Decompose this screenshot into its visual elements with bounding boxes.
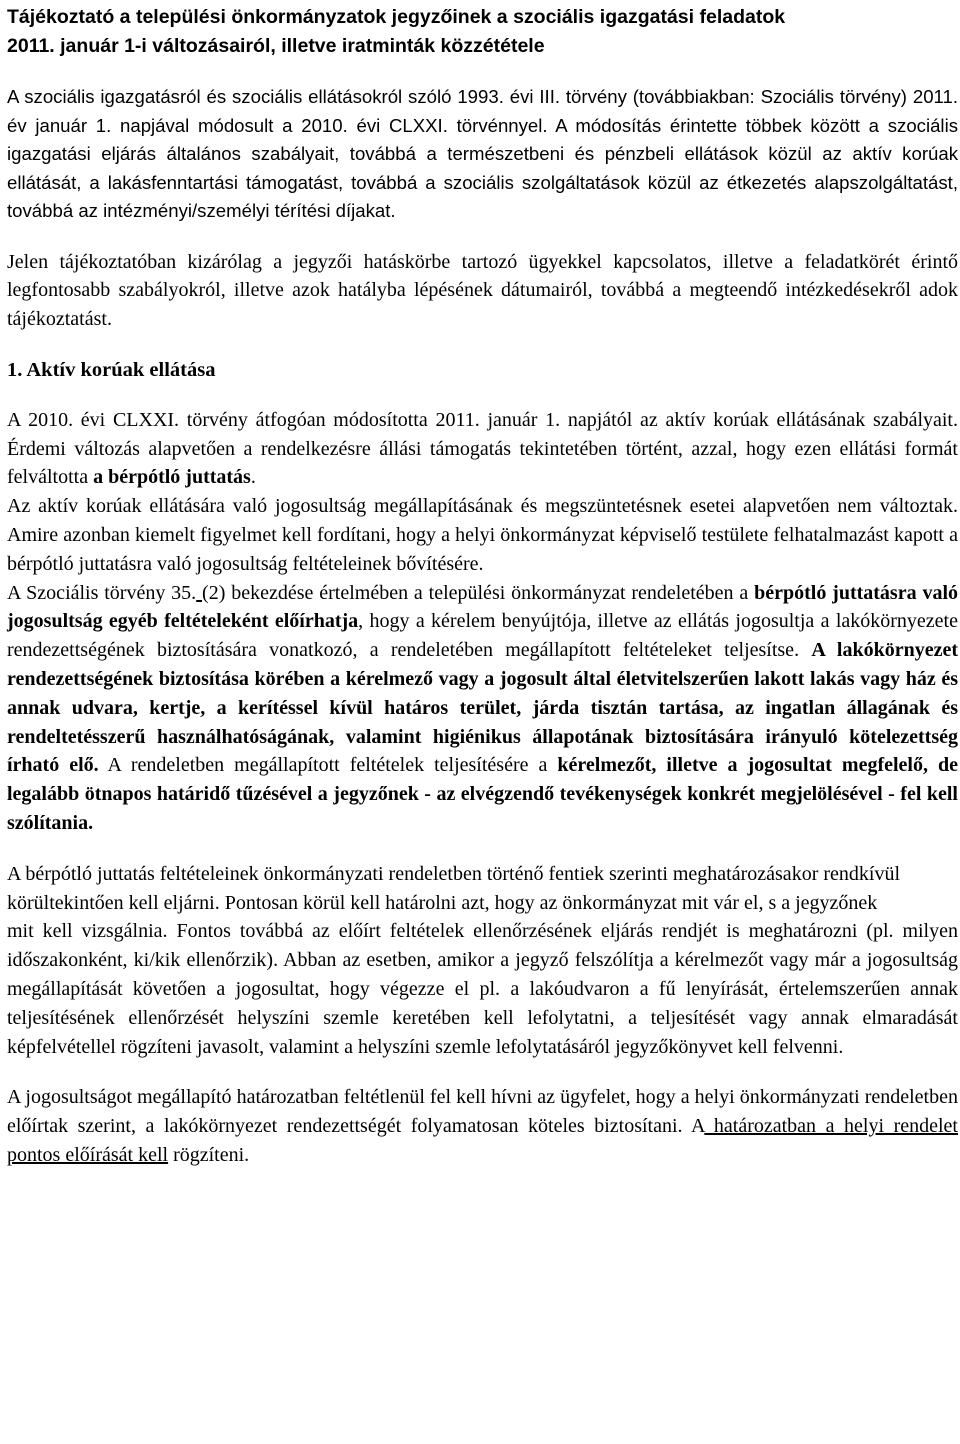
text-run: . <box>250 466 256 489</box>
title-line-2: 2011. január 1-i változásairól, illetve iratminták közzététele <box>7 35 545 57</box>
document-title <box>7 3 958 61</box>
bold-run: a bérpótló juttatás <box>93 466 251 489</box>
section1-paragraph-3 <box>7 579 958 838</box>
text-run: (2) bekezdése értelmében a települési önkormányzat rendeletében a <box>202 581 755 604</box>
section1-paragraph-1 <box>7 406 958 492</box>
section1-paragraph-5 <box>7 1083 958 1169</box>
text-run: A 2010. évi CLXXI. törvény átfogóan módosította 2011. január 1. napjától az aktív korúak ellátásának szabályait. Érdemi változás alapvetően a rendelkezésre állási támogatás tekintetében történt, azzal, hogy ezen ellátási formát felváltotta <box>7 408 958 489</box>
intro-paragraph-1: A szociális igazgatásról és szociális ellátásokról szóló 1993. évi III. törvény (továbbiakban: Szociális törvény) 2011. év január 1. napjával módosult a 2010. évi CLXXI. törvénnyel. A módosítás érintette többek között a szociális igazgatási eljárás általános szabályait, továbbá a természetbeni és pénzbeli ellátások közül az aktív korúak ellátását, a lakásfenntartási támogatást, továbbá a szociális szolgáltatások közül az étkezetés alapszolgáltatást, továbbá az intézményi/személyi térítési díjakat. <box>7 86 958 221</box>
text-run: A jogosultságot megállapító határozatban feltétlenül fel kell hívni az ügyfelet, hogy a helyi önkormányzati rendeletben előírtak szerint, a lakókörnyezet rendezettségét folyamatosan köteles biztosítani. A <box>7 1086 958 1138</box>
text-run: , hogy a kérelem benyújtója, illetve az ellátás jogosultja a lakókörnyezete rendezettségének biztosítására vonatkozó, a rendeletében megállapított feltételeket teljesítse. <box>7 610 958 662</box>
section-heading: 1. Aktív korúak ellátása <box>7 358 216 381</box>
spacer <box>7 226 958 248</box>
bold-run: kérelmezőt, illetve a jogosultat megfelelő, de legalább ötnapos határidő tűzésével a jegyzőnek - az elvégzendő tevékenységek konkrét megjelölésével - fel kell szólítania. <box>7 754 958 835</box>
intro-paragraph-2: Jelen tájékoztatóban kizárólag a jegyzői hatáskörbe tartozó ügyekkel kapcsolatos, illetve a feladatkörét érintő legfontosabb szabályokról, illetve azok hatályba lépésének dátumairól, továbbá a megteendő intézkedésekről adok tájékoztatást. <box>7 250 958 331</box>
bold-run: bérpótló juttatásra való jogosultság egyéb feltételeként előírhatja <box>7 581 959 633</box>
text-run: rögzíteni. <box>168 1144 250 1167</box>
spacer <box>7 61 958 83</box>
section1-paragraph-2: Az aktív korúak ellátására való jogosultság megállapításának és megszüntetésnek esetei alapvetően nem változtak. Amire azonban kiemelt figyelmet kell fordítani, hogy a helyi önkormányzat képviselő testülete felhatalmazást kapott a bérpótló juttatásra való jogosultság feltételeinek bővítésére. <box>7 495 958 575</box>
spacer <box>7 1061 958 1083</box>
spacer <box>7 838 958 860</box>
spacer <box>7 384 958 406</box>
bold-run: A lakókörnyezet rendezettségének biztosítása körében a kérelmező vagy a jogosult által életvitelszerűen lakott lakás vagy ház és annak udvara, kertje, a kerítéssel kívül határos terület, járda tisztán tartása, az ingatlan állagának és rendeltetésszerű használhatóságának, valamint higiénikus állapotának biztosítására irányuló kötelezettség írható elő. <box>7 639 958 777</box>
section1-paragraph-4-part-1: A bérpótló juttatás feltételeinek önkormányzati rendeletben történő fentiek szerinti meghatározásakor rendkívül körültekintően kell eljárni. Pontosan körül kell határolni azt, hogy az önkormányzat mit vár el, s a jegyzőnek <box>7 862 900 914</box>
title-line-1: Tájékoztató a települési önkormányzatok jegyzőinek a szociális igazgatási feladatok <box>7 6 786 28</box>
text-run: A Szociális törvény 35. <box>7 581 197 604</box>
spacer <box>7 334 958 356</box>
section1-paragraph-4-part-2: mit kell vizsgálnia. Fontos továbbá az előírt feltételek ellenőrzésének eljárás rendjét is meghatározni (pl. milyen időszakonként, ki/kik ellenőrzik). Abban az esetben, amikor a jegyző felszólítja a kérelmezőt vagy már a jogosultság megállapítását követően a jogosultat, hogy végezze el pl. a lakóudvaron a fű lenyírását, értelemszerűen annak teljesítésének ellenőrzését helyszíni szemle keretében kell lefolytatni, a teljesítését vagy annak elmaradását képfelvétellel rögzíteni javasolt, valamint a helyszíni szemle lefolytatásáról jegyzőkönyvet kell felvenni. <box>7 920 958 1058</box>
underlined-run: határozatban a helyi rendelet pontos előírását kell <box>7 1115 958 1167</box>
text-run: A rendeletben megállapított feltételek teljesítésére a <box>98 754 558 777</box>
